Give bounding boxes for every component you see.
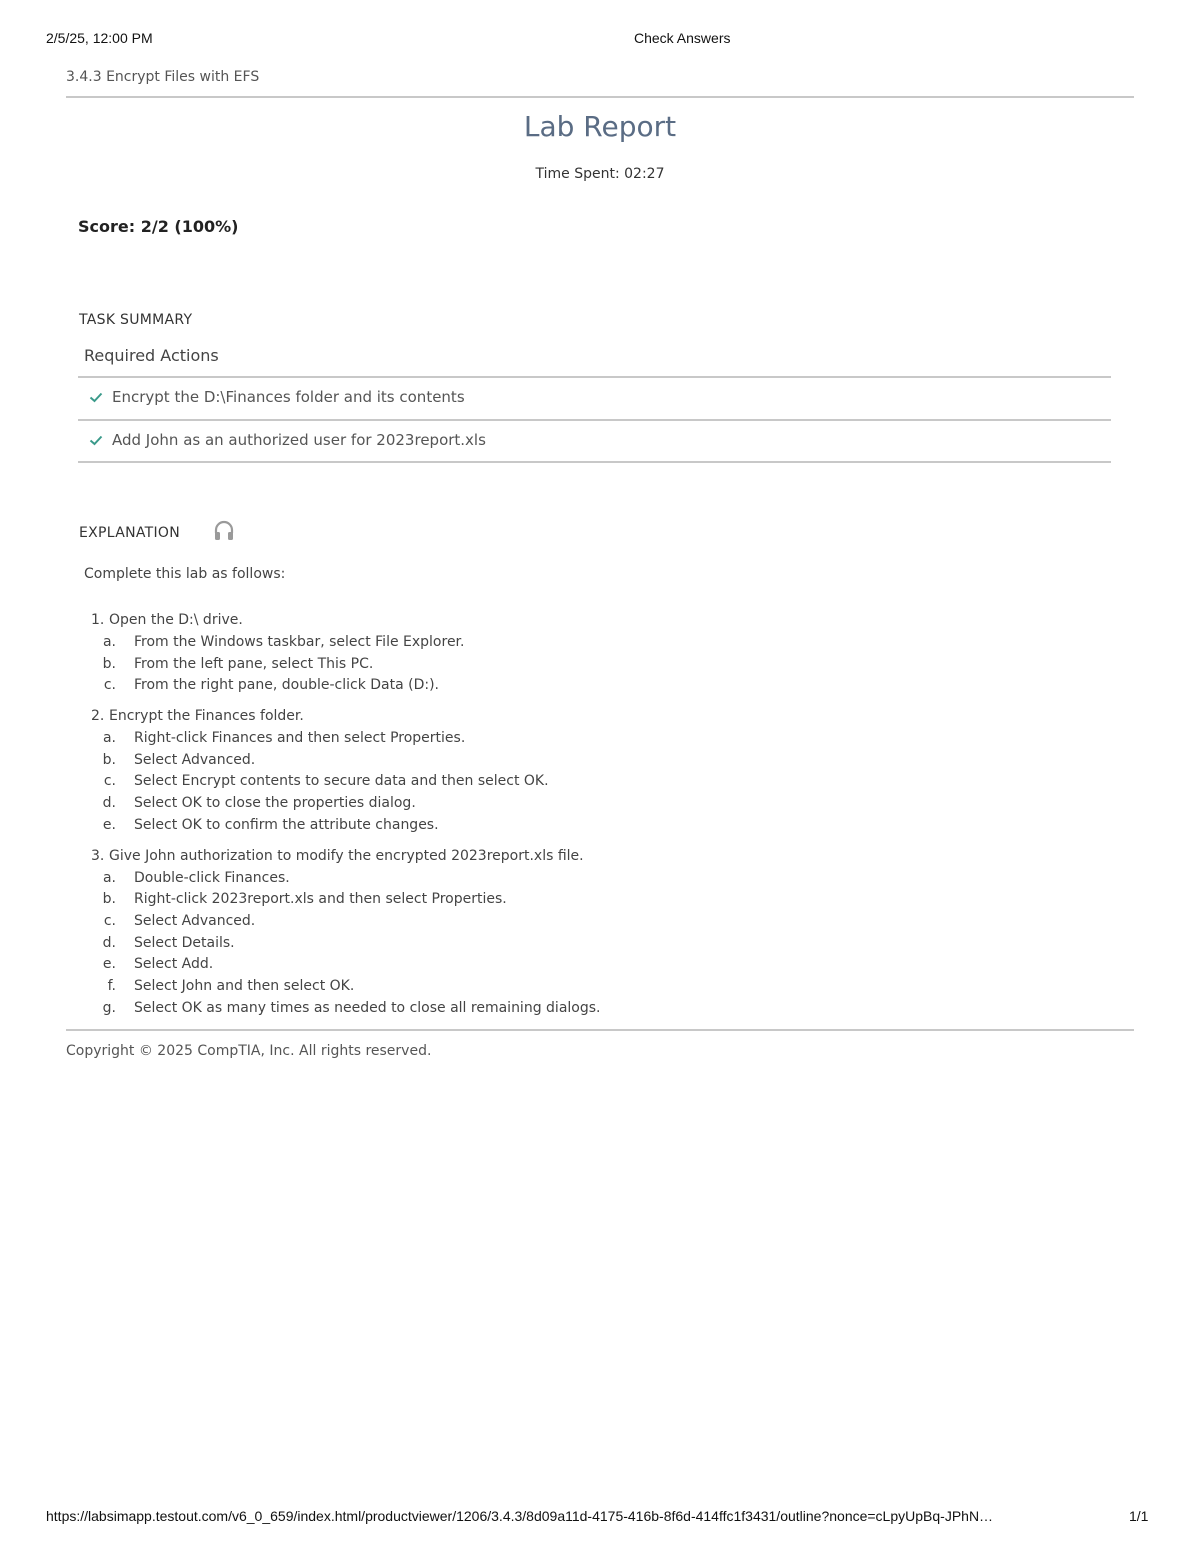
step-number: 3.: [91, 847, 105, 864]
print-page-title: Check Answers: [634, 30, 731, 46]
substep-item: [91, 728, 600, 750]
breadcrumb: 3.4.3 Encrypt Files with EFS: [66, 69, 260, 85]
explanation-heading: EXPLANATION: [79, 525, 181, 541]
substep-text: Right-click Finances and then select Properties.: [134, 730, 466, 747]
header-divider: [66, 96, 1134, 98]
substep-letter: a.: [102, 869, 116, 886]
substep-letter: a.: [102, 730, 116, 747]
substep-text: Select OK as many times as needed to close all remaining dialogs.: [134, 999, 601, 1016]
substep-text: Double-click Finances.: [134, 869, 290, 886]
substep-item: [91, 954, 600, 976]
substep-letter: c.: [103, 773, 116, 790]
report-title: Lab Report: [523, 110, 677, 143]
substep-letter: a.: [102, 634, 116, 650]
substep-text: Select John and then select OK.: [134, 977, 355, 994]
step-text: Encrypt the Finances folder.: [109, 708, 304, 725]
substep-letter: d.: [102, 795, 116, 812]
task-summary-heading: TASK SUMMARY: [79, 312, 193, 328]
substep-letter: g.: [102, 999, 116, 1016]
copyright: Copyright © 2025 CompTIA, Inc. All rights reserved.: [66, 1043, 432, 1059]
substep-item: [91, 889, 600, 911]
step-item: [91, 707, 600, 836]
check-icon: [88, 432, 104, 448]
footer-divider: [66, 1029, 1134, 1031]
substep-letter: c.: [103, 912, 116, 929]
required-actions-title: Required Actions: [84, 346, 219, 365]
print-date: 2/5/25, 12:00 PM: [46, 30, 153, 46]
steps-list: [91, 611, 600, 1019]
substep-text: Right-click 2023report.xls and then select Properties.: [134, 891, 507, 908]
required-action-item: [88, 388, 465, 406]
substep-letter: e.: [102, 816, 116, 833]
substep-item: [91, 933, 600, 955]
time-spent: Time Spent: 02:27: [535, 166, 665, 182]
substep-letter: e.: [102, 956, 116, 973]
print-page-number: 1/1: [1129, 1508, 1149, 1524]
substep-text: Select Advanced.: [134, 912, 256, 929]
step-number: 2.: [91, 708, 105, 725]
substep-item: [91, 815, 600, 837]
required-actions-divider: [78, 376, 1111, 378]
substep-text: Select Encrypt contents to secure data and then select OK.: [134, 773, 549, 790]
substep-letter: f.: [107, 977, 116, 994]
check-icon: [88, 389, 104, 405]
step-text: Open the D:\ drive.: [109, 612, 243, 628]
explanation-intro: Complete this lab as follows:: [84, 566, 286, 582]
required-action-divider: [78, 461, 1111, 463]
step-item: [91, 611, 600, 697]
required-action-divider: [78, 419, 1111, 421]
substep-item: [91, 654, 600, 676]
substep-item: [91, 750, 600, 772]
substep-text: Select OK to confirm the attribute changes.: [134, 816, 439, 833]
required-action-item: [88, 431, 486, 449]
substep-text: Select Advanced.: [134, 751, 256, 768]
substep-text: Select Details.: [134, 934, 235, 951]
substep-letter: b.: [102, 891, 116, 908]
substep-item: [91, 675, 600, 697]
substep-item: [91, 868, 600, 890]
substep-item: [91, 771, 600, 793]
substep-item: [91, 976, 600, 998]
required-action-label: Add John as an authorized user for 2023report.xls: [112, 431, 486, 449]
substep-letter: b.: [102, 655, 116, 672]
substep-item: [91, 793, 600, 815]
substep-text: From the right pane, double-click Data (D:).: [134, 677, 440, 694]
score: Score: 2/2 (100%): [78, 217, 239, 236]
required-action-label: Encrypt the D:\Finances folder and its contents: [112, 388, 465, 406]
step-text: Give John authorization to modify the encrypted 2023report.xls file.: [109, 847, 584, 864]
substep-letter: d.: [102, 934, 116, 951]
headphones-icon[interactable]: [212, 518, 236, 542]
substep-item: [91, 911, 600, 933]
substep-text: Select OK to close the properties dialog.: [134, 795, 416, 812]
substep-letter: c.: [103, 677, 116, 694]
substep-text: From the left pane, select This PC.: [134, 655, 374, 672]
substep-text: From the Windows taskbar, select File Explorer.: [134, 634, 465, 650]
substep-letter: b.: [102, 751, 116, 768]
step-item: [91, 847, 600, 1020]
substep-text: Select Add.: [134, 956, 214, 973]
step-number: 1.: [91, 612, 105, 628]
print-url: https://labsimapp.testout.com/v6_0_659/index.html/productviewer/1206/3.4.3/8d09a11d-4175-416b-8f6d-414ffc1f3431/outline?nonce=cLpyUpBq-JPhN…: [46, 1508, 994, 1524]
substep-item: [91, 632, 600, 654]
substep-item: [91, 998, 600, 1020]
